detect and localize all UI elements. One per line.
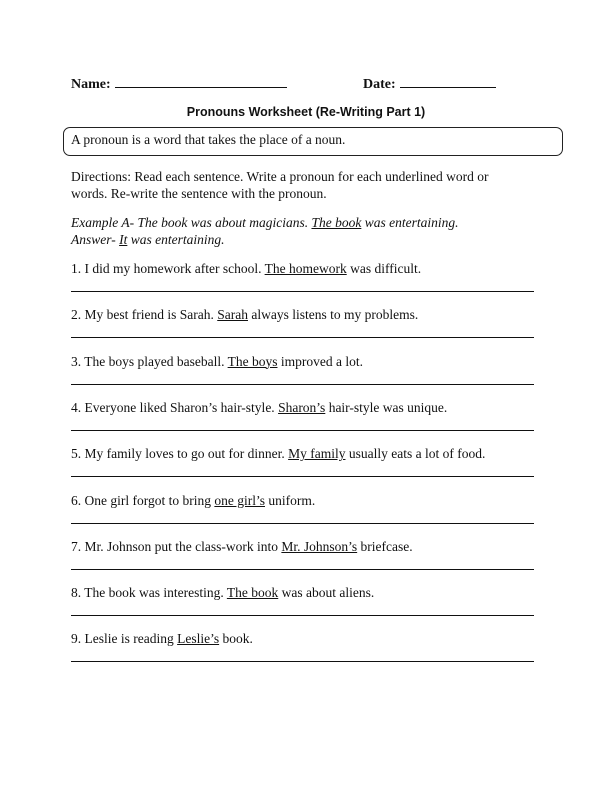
directions — [71, 168, 489, 202]
question-text-before: 4. Everyone liked Sharon’s hair-style. — [71, 399, 275, 415]
question-text-after: was difficult. — [350, 261, 422, 276]
question-text-before: 3. The boys played baseball. — [71, 353, 225, 369]
question-text-before: 9. Leslie is reading — [71, 631, 174, 647]
question-item — [71, 306, 418, 323]
question-underlined-word: Mr. Johnson’s — [281, 538, 358, 554]
worksheet-title: Pronouns Worksheet (Re-Writing Part 1) — [186, 105, 426, 119]
question-underlined-word: Sharon’s — [278, 399, 326, 415]
question-text-after: was about aliens. — [281, 585, 375, 601]
example-underlined: The book — [311, 215, 362, 230]
question-text-before: 6. One girl forgot to bring — [71, 492, 211, 508]
answer-line[interactable] — [71, 615, 534, 616]
question-text-after: book. — [222, 631, 253, 647]
question-text-after: usually eats a lot of food. — [348, 446, 486, 462]
example-answer-line — [71, 231, 458, 248]
example-suffix: was entertaining. — [364, 215, 459, 230]
question-item — [71, 445, 485, 462]
example-prefix: Example A- The book was about magicians. — [71, 215, 309, 230]
question-text-after: always listens to my problems. — [251, 307, 419, 323]
answer-line[interactable] — [71, 291, 534, 292]
question-item — [71, 584, 374, 601]
question-text-before: 2. My best friend is Sarah. — [71, 307, 214, 323]
question-text-after: briefcase. — [360, 538, 413, 554]
question-underlined-word: Sarah — [217, 307, 248, 323]
name-label: Name: — [71, 77, 111, 92]
question-text-after: hair-style was unique. — [328, 399, 448, 415]
question-underlined-word: The homework — [264, 261, 347, 276]
date-blank-line[interactable] — [400, 73, 496, 88]
question-text-before: 5. My family loves to go out for dinner. — [71, 446, 285, 462]
question-text-after: improved a lot. — [280, 353, 363, 369]
question-item — [71, 399, 447, 416]
example-answer-underlined: It — [119, 232, 128, 247]
question-underlined-word: The book — [226, 585, 279, 601]
directions-line-1: Directions: Read each sentence. Write a pronoun for each underlined word or — [71, 169, 489, 184]
date-label: Date: — [363, 77, 396, 92]
example-answer-prefix: Answer- — [71, 232, 116, 247]
directions-line-2: words. Re-write the sentence with the pronoun. — [71, 186, 327, 201]
date-label-group — [363, 73, 496, 93]
question-text-before: 8. The book was interesting. — [71, 585, 224, 601]
example-block — [71, 214, 458, 248]
question-text-before: 1. I did my homework after school. — [71, 261, 262, 276]
answer-line[interactable] — [71, 430, 534, 431]
answer-line[interactable] — [71, 523, 534, 524]
question-item — [71, 630, 253, 647]
question-underlined-word: The boys — [227, 353, 278, 369]
example-answer-suffix: was entertaining. — [130, 232, 225, 247]
question-text-before: 7. Mr. Johnson put the class-work into — [71, 538, 278, 554]
definition-text: A pronoun is a word that takes the place of a noun. — [71, 132, 346, 147]
answer-line[interactable] — [71, 476, 534, 477]
question-item — [71, 538, 413, 555]
question-item — [71, 260, 421, 277]
question-item — [71, 353, 363, 370]
name-blank-line[interactable] — [115, 73, 287, 88]
example-line — [71, 214, 458, 231]
question-item — [71, 492, 315, 509]
question-underlined-word: My family — [288, 446, 346, 462]
question-underlined-word: Leslie’s — [177, 631, 220, 647]
answer-line[interactable] — [71, 337, 534, 338]
answer-line[interactable] — [71, 661, 534, 662]
answer-line[interactable] — [71, 384, 534, 385]
question-underlined-word: one girl’s — [214, 492, 265, 508]
name-label-group — [71, 73, 287, 93]
answer-line[interactable] — [71, 569, 534, 570]
question-text-after: uniform. — [268, 492, 316, 508]
